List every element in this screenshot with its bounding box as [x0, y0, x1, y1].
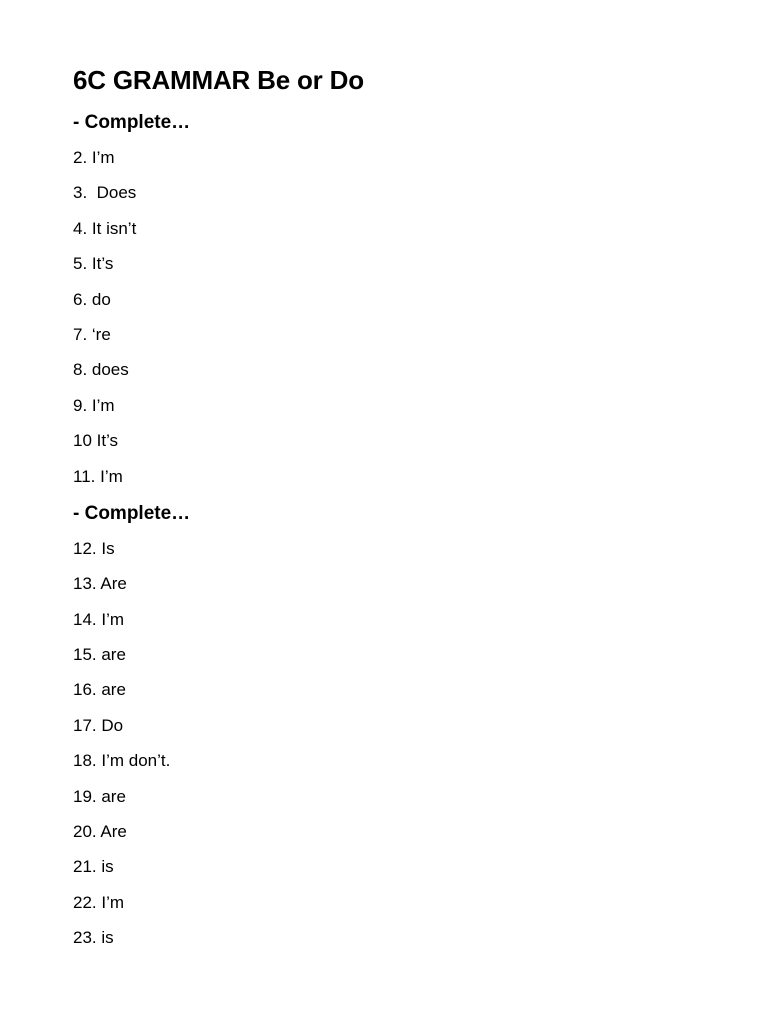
answer-item: 14. I’m	[73, 609, 125, 629]
answer-item: 10 It’s	[73, 431, 119, 451]
answer-item: 15. are	[73, 645, 126, 665]
answer-item: 19. are	[73, 786, 126, 806]
answer-item: 12. Is	[73, 538, 115, 558]
answer-item: 16. are	[73, 680, 126, 700]
answer-item: 6. do	[73, 289, 111, 309]
answer-item: 20. Are	[73, 822, 127, 842]
answer-item: 8. does	[73, 360, 129, 380]
answer-item: 4. It isn’t	[73, 218, 137, 238]
answer-item: 9. I’m	[73, 395, 115, 415]
answer-item: 5. It’s	[73, 254, 114, 274]
answer-item: 11. I’m	[73, 466, 123, 486]
answer-item: 18. I’m don’t.	[73, 751, 171, 771]
page-title: 6C GRAMMAR Be or Do	[73, 65, 364, 95]
section-1	[73, 105, 713, 494]
document-page	[73, 60, 713, 956]
answer-item: 21. is	[73, 857, 114, 877]
answer-item: 2. I’m	[73, 148, 115, 167]
answer-item: 23. is	[73, 928, 114, 948]
section-2	[73, 496, 713, 956]
answer-item: 22. I’m	[73, 892, 125, 912]
answer-item: 17. Do	[73, 715, 124, 735]
answer-item: 13. Are	[73, 574, 127, 594]
answer-item: 3. Does	[73, 183, 137, 203]
section-heading: - Complete…	[73, 112, 191, 133]
section-heading: - Complete…	[73, 502, 191, 524]
answer-item: 7. ‘re	[73, 324, 111, 344]
